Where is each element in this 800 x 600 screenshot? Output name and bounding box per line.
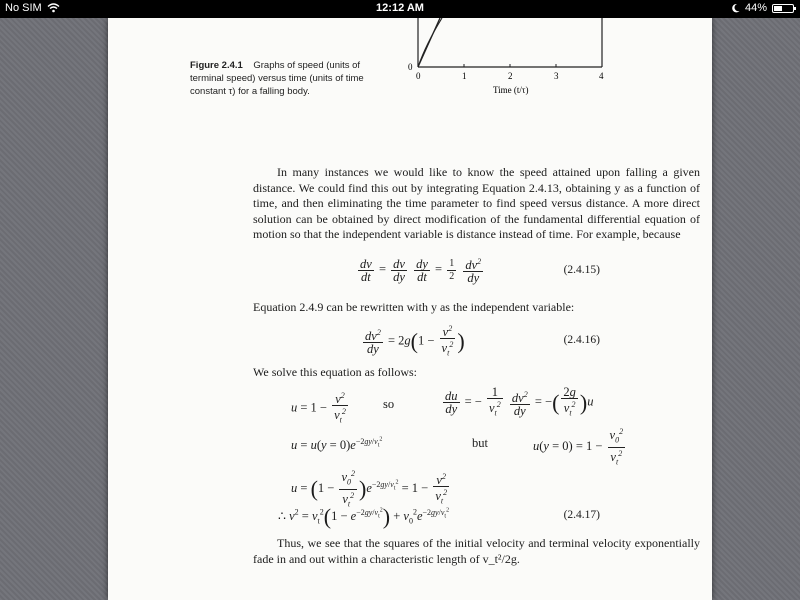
equation-2-4-17: ∴ $v^2 = v_t^2(1 - e^{-2gy/v_t^2}) + v_0^2e^{-2gy/v_t^2}$ xyxy=(278,504,450,529)
paragraph-rewrite: Equation 2.4.9 can be rewritten with y as the independent variable: xyxy=(253,300,575,314)
equation-number-16: (2.4.16) xyxy=(563,334,600,346)
solution-line-1b: $\frac{du}{dy}$ = − $\frac{1}{v_t^2}$ $\frac{dv^2}{dy}$ = −( $\frac{2g}{v_t^2}$ )u xyxy=(445,385,594,418)
clock: 12:12 AM xyxy=(376,2,424,14)
solution-line-2b: u(y = 0) = 1 − $\frac{v_0^2}{v_t^2}$ xyxy=(533,427,624,467)
paragraph-conclusion: Thus, we see that the squares of the initial velocity and terminal velocity exponentially fade in and out within a characteristic length of v_t²/2g. xyxy=(253,536,700,566)
solution-line-3: u = (1 − $\frac{v_0^2}{v_t^2}$ )$e^{-2gy/v_t^2} = 1$ − $\frac{v^2}{v_t^2}$ xyxy=(291,469,448,509)
status-right xyxy=(731,2,794,14)
graph-x-tick-1: 1 xyxy=(462,71,467,81)
equation-2-4-16: $\frac{dv^2}{dy}$ = 2g(1 − $\frac{v^2}{v_t^2}$ ) xyxy=(365,324,465,358)
book-page[interactable] xyxy=(108,18,712,600)
figure-label: Figure 2.4.1 xyxy=(190,60,243,71)
word-so: so xyxy=(383,397,395,411)
battery-icon xyxy=(772,4,794,13)
solution-line-1: u = 1 − $\frac{v^2}{v_t^2}$ xyxy=(291,391,346,425)
figure-caption-text: Graphs of speed (units of terminal speed) versus time (units of time constant τ) for a falling body. xyxy=(190,60,364,97)
figure-caption xyxy=(190,59,380,98)
equation-2-4-15: $\frac{dv}{dt}$ = $\frac{dv}{dy}$ $\frac{dy}{dt}$ = $\frac{1}{2}$ $\frac{dv^2}{dy}$ xyxy=(360,256,482,286)
solution-line-2: $u = u(y = 0)e^{-2gy/v_t^2}$ xyxy=(291,436,383,452)
carrier-label: No SIM xyxy=(5,2,42,14)
graph-x-label: Time (t/τ) xyxy=(493,85,529,95)
graph-x-tick-4: 4 xyxy=(599,71,604,81)
battery-fill xyxy=(774,6,782,11)
graph-x-tick-2: 2 xyxy=(508,71,513,81)
status-bar xyxy=(0,0,800,18)
speed-time-graph xyxy=(392,18,712,98)
graph-y-origin: 0 xyxy=(408,62,413,72)
equation-number-17: (2.4.17) xyxy=(563,509,600,521)
equation-number-15: (2.4.15) xyxy=(563,264,600,276)
paragraph-intro: In many instances we would like to know the speed attained upon falling a given distance. We could find this out by integrating Equation 2.4.13, obtaining y as a function of time, and then eliminating the time parameter to find speed versus distance. A more direct solution can be obtained by direct modification of the fundamental differential equation of motion so that the independent variable is distance instead of time. For example, because xyxy=(253,165,700,242)
word-but: but xyxy=(472,436,488,450)
graph-x-tick-0: 0 xyxy=(416,71,421,81)
moon-icon xyxy=(731,3,740,13)
battery-percent: 44% xyxy=(744,2,767,14)
paragraph-solve: We solve this equation as follows: xyxy=(253,365,418,379)
graph-x-tick-3: 3 xyxy=(554,71,559,81)
